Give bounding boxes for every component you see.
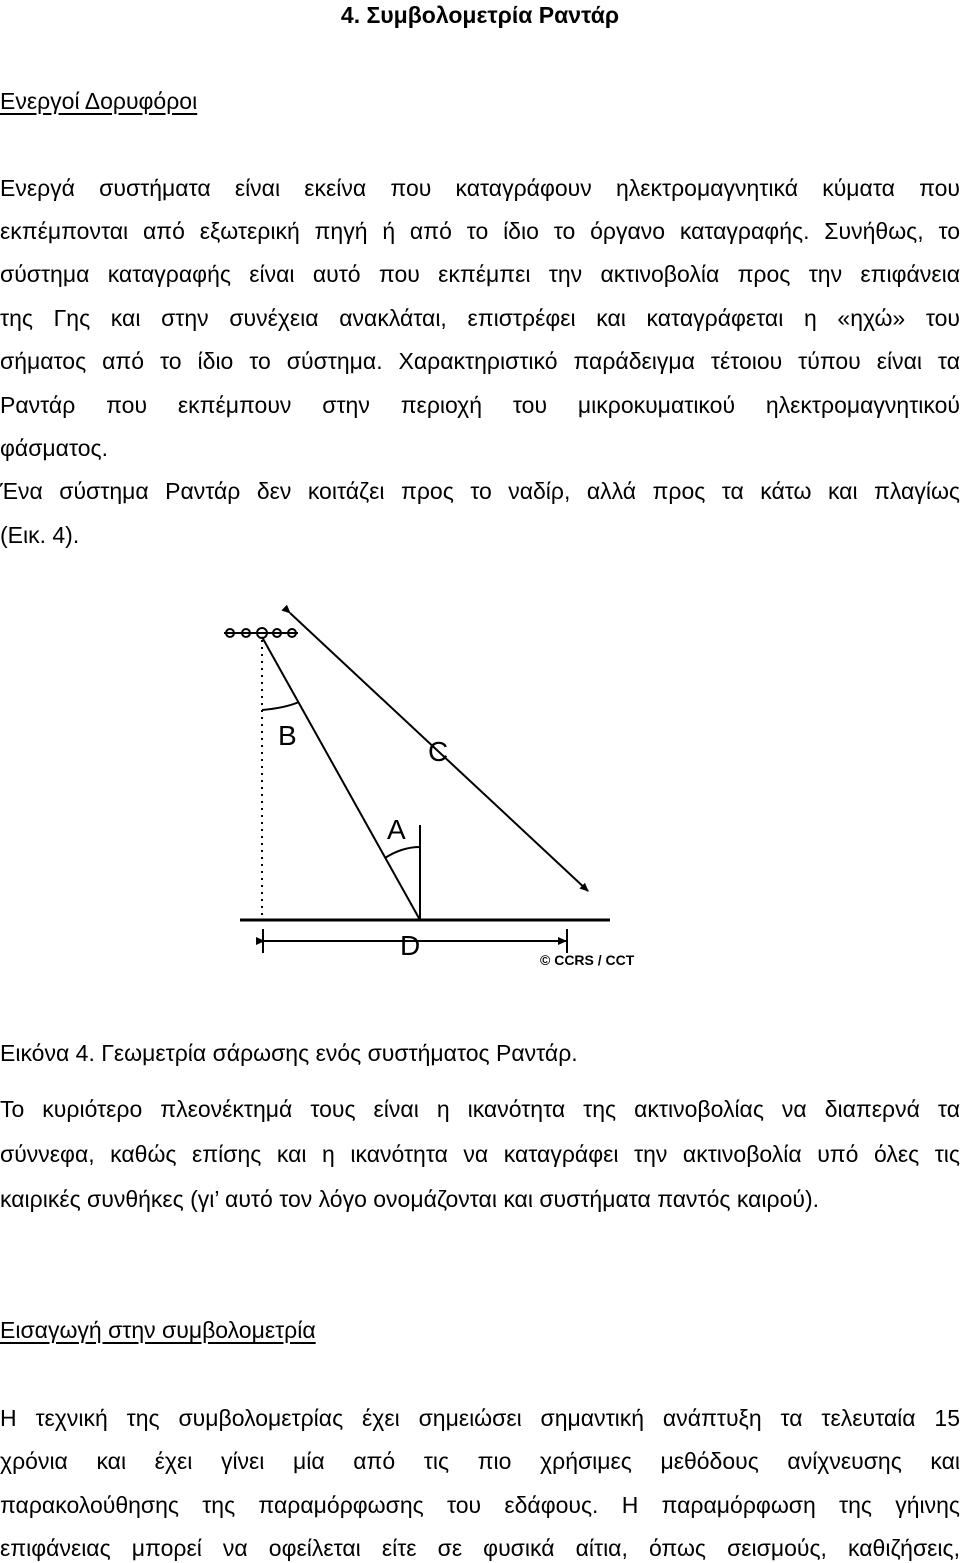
text-line: σήματος από το ίδιο το σύστημα. Χαρακτηριστικό παράδειγμα τέτοιου τύπου είναι τα [0,348,960,374]
angle-a-arc [385,847,420,858]
label-a: A [387,814,406,845]
text-line: παρακολούθησης της παραμόρφωσης του εδάφους. Η παραμόρφωση της γήινης [0,1492,960,1518]
satellite-track-icon [224,628,298,638]
text-line: σύννεφα, καθώς επίσης και η ικανότητα να καταγράφει την ακτινοβολία υπό όλες τις [0,1141,960,1167]
text-line: καιρικές συνθήκες (γι’ αυτό τον λόγο ονομάζονται και συστήματα παντός καιρού). [0,1186,820,1212]
text-line: Το κυριότερο πλεονέκτημά τους είναι η ικανότητα της ακτινοβολίας να διαπερνά τα [0,1096,960,1122]
text-line: επιφάνειας μπορεί να οφείλεται είτε σε φυσικά αίτια, όπως σεισμούς, καθιζήσεις, [0,1535,960,1561]
angle-b-arc [262,702,299,710]
label-c: C [428,736,449,767]
copyright-mark: © CCRS / CCT [540,952,635,968]
text-line: Ραντάρ που εκπέμπουν στην περιοχή του μικροκυματικού ηλεκτρομαγνητικού [0,392,960,418]
text-line: (Εικ. 4). [0,522,80,548]
label-d: D [400,930,421,961]
figure-caption: Εικόνα 4. Γεωμετρία σάρωσης ενός συστήματος Ραντάρ. [0,1040,578,1066]
text-line: Ενεργά συστήματα είναι εκείνα που καταγράφουν ηλεκτρομαγνητικά κύματα που [0,175,960,201]
beam-line [262,637,420,920]
text-line: εκπέμπονται από εξωτερική πηγή ή από το ίδιο το όργανο καταγραφής. Συνήθως, το [0,218,960,244]
text-line: Ένα σύστημα Ραντάρ δεν κοιτάζει προς το ναδίρ, αλλά προς τα κάτω και πλαγίως [0,478,960,504]
section-heading-active-satellites: Ενεργοί Δορυφόροι [0,88,198,114]
section-heading-interferometry-intro: Εισαγωγή στην συμβολομετρία [0,1317,316,1343]
page-title: 4. Συμβολομετρία Ραντάρ [340,2,620,28]
text-line: φάσματος. [0,435,108,461]
text-line: χρόνια και έχει γίνει μία από τις πιο χρήσιμες μεθόδους ανίχνευσης και [0,1448,960,1474]
text-line: σύστημα καταγραφής είναι αυτό που εκπέμπει την ακτινοβολία προς την επιφάνεια [0,261,960,287]
radar-geometry-figure [200,595,670,975]
text-line: της Γης και στην συνέχεια ανακλάται, επιστρέφει και καταγράφεται η «ηχώ» του [0,305,960,331]
label-b: B [278,720,297,751]
text-line: Η τεχνική της συμβολομετρίας έχει σημειώσει σημαντική ανάπτυξη τα τελευταία 15 [0,1405,960,1431]
